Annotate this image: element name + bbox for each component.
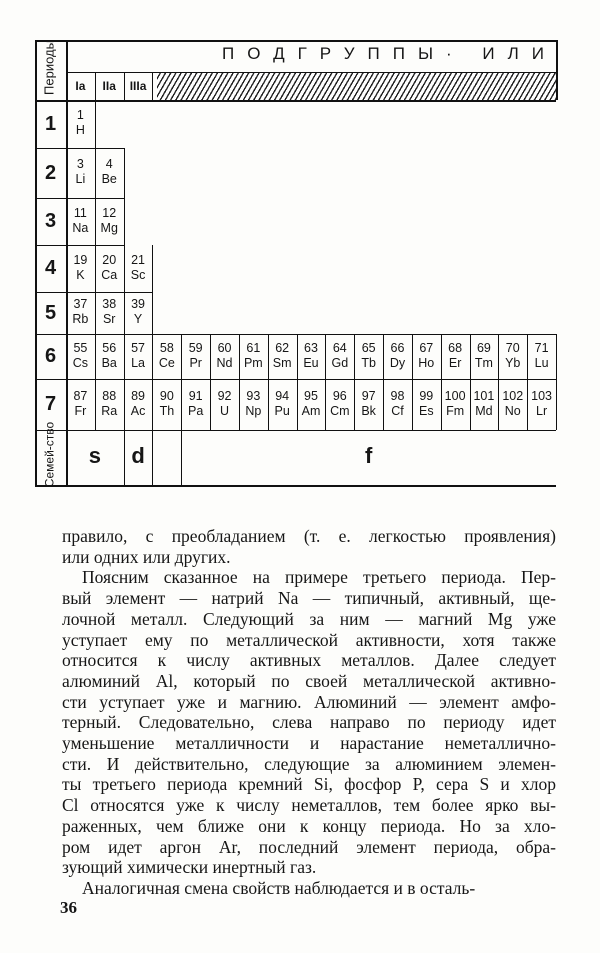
element-cell — [297, 341, 326, 371]
atomic-number: 88 — [102, 388, 117, 403]
element-symbol: Bk — [361, 403, 376, 418]
element-cell — [95, 389, 124, 419]
text-line: Поясним сказанное на примере третьего периода. Пер- — [82, 567, 556, 588]
atomic-number: 20 — [102, 252, 117, 267]
atomic-number: 21 — [131, 252, 145, 267]
element-symbol: Gd — [331, 355, 349, 370]
element-cell — [66, 297, 95, 327]
atomic-number: 4 — [105, 157, 113, 171]
atomic-number: 57 — [131, 340, 145, 355]
element-symbol: Fr — [74, 403, 87, 418]
atomic-number: 93 — [246, 388, 261, 403]
atomic-number: 98 — [390, 388, 405, 403]
element-symbol: Na — [72, 220, 89, 235]
element-symbol: Ho — [418, 355, 435, 370]
element-symbol: Ca — [101, 267, 118, 282]
text-line: уменьшение металличности и нарастание неметалличнo- — [62, 733, 556, 754]
atomic-number: 59 — [188, 340, 203, 355]
table-rule — [124, 148, 125, 198]
atomic-number: 89 — [131, 388, 145, 403]
element-symbol: Cf — [391, 403, 404, 418]
element-symbol: Am — [301, 403, 321, 418]
element-symbol: No — [504, 403, 521, 418]
atomic-number: 1 — [76, 108, 84, 122]
element-symbol: Y — [133, 312, 143, 326]
table-rule — [35, 379, 556, 380]
atomic-number: 11 — [73, 205, 87, 220]
element-symbol: Rb — [72, 312, 89, 326]
table-rule — [35, 100, 556, 102]
element-symbol: Th — [159, 403, 175, 418]
atomic-number: 100 — [444, 388, 466, 403]
page-number: 36 — [60, 898, 77, 917]
atomic-number: 37 — [73, 297, 88, 311]
atomic-number: 69 — [476, 340, 491, 355]
element-symbol: Eu — [303, 355, 319, 370]
text-line: сти уступает уже и магнию. Алюминий — элемент амфо- — [62, 691, 556, 712]
element-symbol: La — [131, 355, 145, 370]
element-symbol: U — [220, 403, 230, 418]
element-symbol: Lr — [536, 403, 548, 418]
text-line: Аналогичная смена свойств наблюдается и в осталь- — [82, 877, 476, 898]
atomic-number: 3 — [76, 157, 84, 171]
element-symbol: Tb — [361, 355, 376, 370]
element-cell — [210, 341, 239, 371]
text-line: терный. Следовательно, слева направо по периоду идет — [62, 712, 556, 733]
element-symbol: Er — [448, 355, 462, 370]
element-cell — [383, 389, 412, 419]
element-symbol: Lu — [534, 355, 549, 370]
table-rule — [35, 334, 556, 335]
element-symbol: Cs — [72, 355, 89, 370]
element-symbol: Fm — [446, 403, 465, 418]
element-cell — [239, 389, 268, 419]
element-cell — [124, 341, 153, 371]
atomic-number: 102 — [502, 388, 524, 403]
atomic-number: 103 — [531, 388, 552, 403]
element-cell — [66, 341, 95, 371]
element-symbol: Sr — [102, 312, 116, 326]
atomic-number: 38 — [102, 297, 117, 311]
element-cell — [354, 341, 383, 371]
element-cell — [383, 341, 412, 371]
element-symbol: Dy — [389, 355, 406, 370]
element-cell — [95, 341, 124, 371]
family-f: f — [364, 443, 373, 468]
element-cell — [95, 297, 124, 327]
atomic-number: 63 — [304, 340, 318, 355]
element-cell — [95, 206, 124, 236]
element-cell — [297, 389, 326, 419]
element-symbol: Pr — [189, 355, 202, 370]
atomic-number: 92 — [217, 388, 232, 403]
atomic-number: 67 — [419, 340, 434, 355]
element-cell — [268, 341, 297, 371]
period-number: 5 — [44, 302, 57, 324]
atomic-number: 61 — [246, 340, 261, 355]
element-symbol: H — [75, 123, 85, 137]
family-s: s — [88, 443, 101, 468]
element-symbol: Ac — [130, 403, 146, 418]
element-symbol: Md — [475, 403, 493, 418]
element-cell — [470, 341, 499, 371]
subgroups-title: ПОДГРУППЫ· ИЛИ — [222, 44, 558, 63]
text-line: уступает ему по металлической активности, хотя также — [62, 629, 556, 650]
atomic-number: 101 — [473, 388, 495, 403]
table-rule — [124, 72, 125, 100]
table-rule — [556, 379, 557, 430]
period-number: 7 — [44, 393, 57, 415]
period-number: 2 — [44, 162, 57, 184]
element-cell — [527, 341, 556, 371]
period-number: 1 — [44, 113, 57, 135]
element-symbol: Ra — [101, 403, 118, 418]
element-cell — [95, 253, 124, 283]
element-cell — [95, 157, 124, 187]
element-cell — [124, 253, 153, 283]
element-cell — [124, 389, 153, 419]
element-symbol: Sm — [272, 355, 292, 370]
atomic-number: 70 — [505, 340, 520, 355]
family-label: Семей-ство — [42, 421, 57, 488]
element-symbol: Nd — [216, 355, 233, 370]
family-d: d — [131, 443, 145, 468]
group-header-Ia: Ia — [75, 79, 86, 93]
atomic-number: 64 — [332, 340, 347, 355]
text-line: сти. И действительно, следующие за алюминием элемен- — [62, 753, 556, 774]
element-cell — [354, 389, 383, 419]
element-cell — [268, 389, 297, 419]
text-line: правило, с преобладанием (т. е. легкостью проявления) — [62, 526, 556, 546]
element-cell — [124, 297, 153, 327]
text-line: лочной металл. Следующий за ним — магний Mg уже — [62, 608, 556, 629]
element-symbol: Np — [245, 403, 262, 418]
hatched-header — [157, 73, 556, 100]
element-cell — [239, 341, 268, 371]
period-number: 6 — [44, 345, 57, 367]
element-symbol: Be — [101, 172, 117, 186]
element-cell — [152, 341, 181, 371]
table-rule — [181, 430, 182, 485]
atomic-number: 87 — [73, 388, 88, 403]
element-cell — [66, 108, 95, 138]
text-line: зующий химически инертный газ. — [62, 857, 317, 878]
table-rule — [152, 292, 153, 334]
atomic-number: 62 — [275, 340, 290, 355]
group-header-IIIa: IIIa — [129, 79, 147, 93]
element-cell — [66, 206, 95, 236]
element-cell — [181, 389, 210, 419]
text-line: или одних или других. — [62, 546, 231, 567]
element-symbol: Cm — [330, 403, 350, 418]
atomic-number: 39 — [131, 297, 145, 311]
element-cell — [66, 389, 95, 419]
table-rule — [35, 40, 556, 42]
element-cell — [470, 389, 499, 419]
atomic-number: 99 — [419, 388, 434, 403]
text-line: раженных, чем ближе они к концу периода. Но за хло- — [62, 815, 556, 836]
table-rule — [124, 430, 125, 485]
element-symbol: Pa — [188, 403, 204, 418]
element-cell — [325, 341, 354, 371]
element-cell — [441, 389, 470, 419]
text-line: ты третьего периода кремний Si, фосфор P, сера S и хлор — [62, 774, 556, 795]
atomic-number: 96 — [332, 388, 347, 403]
element-symbol: Li — [75, 172, 86, 186]
element-cell — [498, 341, 527, 371]
element-cell — [412, 341, 441, 371]
atomic-number: 97 — [361, 388, 376, 403]
atomic-number: 90 — [159, 388, 174, 403]
atomic-number: 65 — [361, 340, 376, 355]
text-line: ром идет аргон Ar, последний элемент периода, обра- — [62, 836, 556, 857]
element-cell — [66, 157, 95, 187]
periods-label: Периоды — [41, 40, 57, 95]
atomic-number: 68 — [448, 340, 463, 355]
table-rule — [556, 334, 557, 379]
atomic-number: 55 — [73, 340, 88, 355]
atomic-number: 95 — [304, 388, 318, 403]
element-symbol: Tm — [474, 355, 493, 370]
element-symbol: Pu — [274, 403, 290, 418]
element-symbol: K — [76, 267, 85, 282]
element-symbol: Yb — [505, 355, 521, 370]
period-number: 4 — [44, 257, 57, 279]
text-line: относится к числу активных металлов. Далее следует — [62, 650, 556, 671]
element-cell — [325, 389, 354, 419]
element-cell — [152, 389, 181, 419]
group-header-IIa: IIa — [102, 79, 116, 93]
atomic-number: 94 — [275, 388, 290, 403]
atomic-number: 71 — [534, 340, 549, 355]
element-cell — [210, 389, 239, 419]
element-symbol: Ce — [158, 355, 175, 370]
table-rule — [152, 72, 153, 100]
element-cell — [412, 389, 441, 419]
atomic-number: 56 — [102, 340, 117, 355]
table-rule — [152, 245, 153, 292]
atomic-number: 91 — [188, 388, 203, 403]
element-symbol: Mg — [100, 220, 118, 235]
element-symbol: Sc — [130, 267, 146, 282]
element-cell — [527, 389, 556, 419]
period-number: 3 — [44, 210, 57, 232]
element-symbol: Pm — [243, 355, 263, 370]
table-rule — [124, 198, 125, 245]
body-text — [62, 526, 556, 899]
table-rule — [95, 72, 96, 100]
atomic-number: 19 — [73, 252, 88, 267]
table-rule — [152, 430, 153, 485]
atomic-number: 12 — [102, 205, 117, 220]
atomic-number: 60 — [217, 340, 232, 355]
element-symbol: Ba — [101, 355, 117, 370]
atomic-number: 58 — [159, 340, 174, 355]
element-cell — [498, 389, 527, 419]
table-rule — [35, 485, 556, 487]
text-line: Cl относятся уже к числу неметаллов, тем более ярко вы- — [62, 795, 556, 816]
element-cell — [441, 341, 470, 371]
text-line: алюминий Al, который по своей металлической активно- — [62, 670, 556, 691]
atomic-number: 66 — [390, 340, 405, 355]
element-cell — [181, 341, 210, 371]
text-line: вый элемент — натрий Na — типичный, активный, ще- — [62, 588, 556, 609]
element-symbol: Es — [418, 403, 434, 418]
table-rule — [95, 100, 96, 148]
element-cell — [66, 253, 95, 283]
